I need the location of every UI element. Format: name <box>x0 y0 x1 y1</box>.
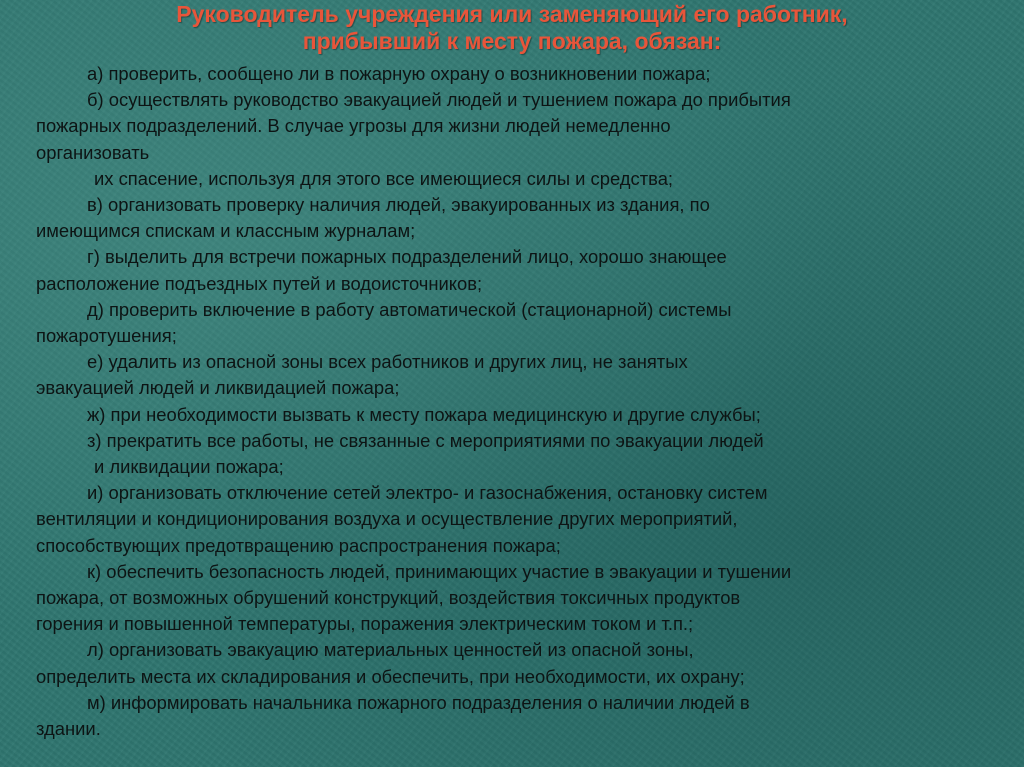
title-line-1: Руководитель учреждения или заменяющий его работник, <box>176 1 848 27</box>
duty-b-cont: организовать <box>36 141 150 163</box>
duty-d-cont: пожаротушения; <box>36 325 177 347</box>
duty-e-cont: эвакуацией людей и ликвидацией пожара; <box>36 377 400 399</box>
duties-list <box>36 61 1021 742</box>
duty-k: к) обеспечить безопасность людей, принимающих участие в эвакуации и тушении <box>87 560 792 582</box>
duty-g: г) выделить для встречи пожарных подразделений лицо, хорошо знающее <box>87 246 727 268</box>
duty-zh: ж) при необходимости вызвать к месту пожара медицинскую и другие службы; <box>87 403 761 425</box>
duty-v-cont: имеющимся спискам и классным журналам; <box>36 220 416 242</box>
duty-m-cont: здании. <box>36 718 101 740</box>
duty-b-cont: пожарных подразделений. В случае угрозы для жизни людей немедленно <box>36 115 671 137</box>
title-line-2: прибывший к месту пожара, обязан: <box>302 28 722 54</box>
duty-l-cont: определить места их складирования и обеспечить, при необходимости, их охрану; <box>36 665 745 687</box>
duty-m: м) информировать начальника пожарного подразделения о наличии людей в <box>87 691 750 713</box>
duty-g-cont: расположение подъездных путей и водоисточников; <box>36 272 483 294</box>
duty-z-cont: и ликвидации пожара; <box>94 456 284 478</box>
slide-title <box>0 1 1024 55</box>
duty-e: е) удалить из опасной зоны всех работников и других лиц, не занятых <box>87 351 688 373</box>
duty-i-cont: вентиляции и кондиционирования воздуха и осуществление других мероприятий, <box>36 508 738 530</box>
duty-i: и) организовать отключение сетей электро- и газоснабжения, остановку систем <box>87 482 768 504</box>
duty-d: д) проверить включение в работу автоматической (стационарной) системы <box>87 298 732 320</box>
duty-l: л) организовать эвакуацию материальных ценностей из опасной зоны, <box>87 639 694 661</box>
duty-b: б) осуществлять руководство эвакуацией людей и тушением пожара до прибытия <box>87 89 791 111</box>
duty-k-cont: пожара, от возможных обрушений конструкций, воздействия токсичных продуктов <box>36 587 741 609</box>
duty-a: а) проверить, сообщено ли в пожарную охрану о возникновении пожара; <box>87 63 711 84</box>
duty-i-cont: способствующих предотвращению распространения пожара; <box>36 534 561 556</box>
duty-k-cont: горения и повышенной температуры, поражения электрическим током и т.п.; <box>36 613 694 635</box>
duty-z: з) прекратить все работы, не связанные с мероприятиями по эвакуации людей <box>87 429 764 451</box>
duty-v: в) организовать проверку наличия людей, эвакуированных из здания, по <box>87 194 710 216</box>
duty-b-cont: их спасение, используя для этого все имеющиеся силы и средства; <box>94 167 674 189</box>
